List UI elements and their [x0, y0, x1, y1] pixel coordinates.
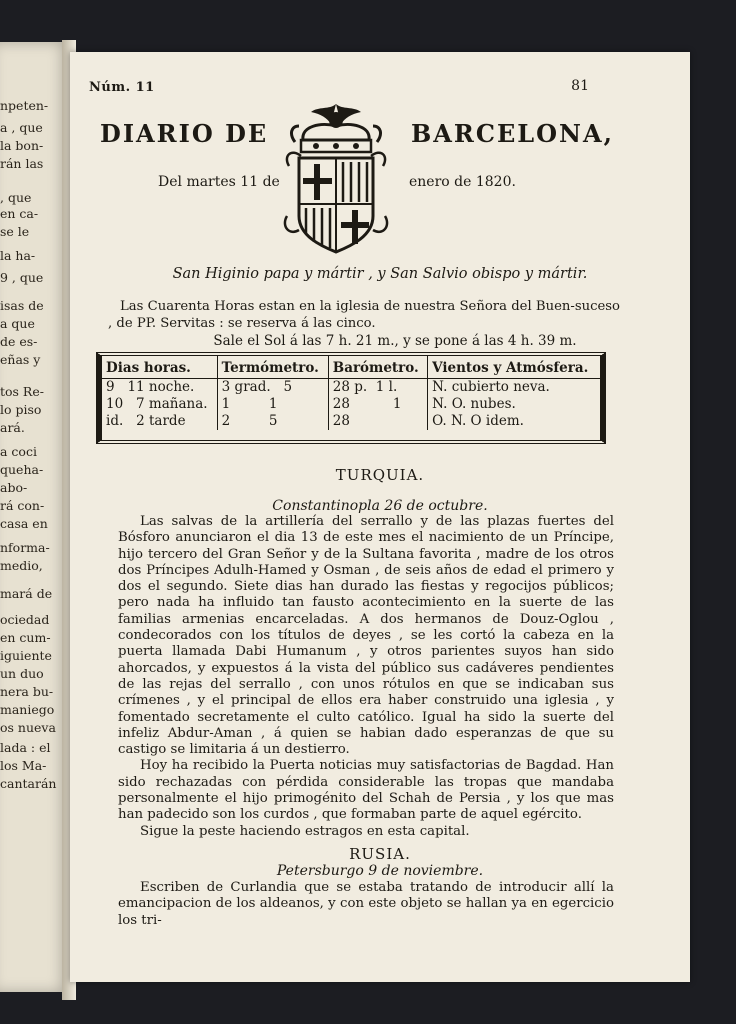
masthead-title-left: DIARIO DE — [100, 119, 269, 148]
barcelona-coat-of-arms-icon — [281, 96, 391, 256]
table-cell: id. 2 tarde — [102, 413, 217, 430]
left-page-text-fragment: os nueva — [0, 720, 56, 735]
weather-header-thermometer: Termómetro. — [217, 356, 328, 379]
left-page-text-fragment: maniego — [0, 702, 55, 717]
table-cell: 3 grad. 5 — [217, 379, 328, 397]
left-page-text-fragment: rán las — [0, 156, 44, 171]
left-page-text-fragment: nforma- — [0, 540, 50, 555]
table-cell: 2 5 — [217, 413, 328, 430]
left-page-text-fragment: lada : el — [0, 740, 51, 755]
table-row — [102, 396, 600, 413]
cuarenta-horas-notice — [108, 298, 620, 332]
table-row — [102, 413, 600, 430]
saints-of-the-day: San Higinio papa y mártir , y San Salvio obispo y mártir. — [172, 266, 588, 282]
table-cell: 9 11 noche. — [102, 379, 217, 397]
left-page-text-fragment: los Ma- — [0, 758, 47, 773]
left-page-text-fragment: lo piso — [0, 402, 42, 417]
left-page-text-fragment: medio, — [0, 558, 43, 573]
left-page-text-fragment: a , que — [0, 120, 43, 135]
left-page-text-fragment: , que — [0, 190, 32, 205]
left-page-text-fragment: casa en — [0, 516, 48, 531]
left-page-text-fragment: un duo — [0, 666, 44, 681]
left-page-text-fragment: mará de — [0, 586, 53, 601]
masthead-title-right: BARCELONA, — [411, 119, 614, 148]
issue-date-right: enero de 1820. — [409, 174, 516, 190]
dateline-constantinopla: Constantinopla 26 de octubre. — [272, 498, 488, 514]
article-paragraph: Las salvas de la artillería del serrallo y de las plazas fuertes del Bósforo anunciaron el dia 13 de este mes el nacimiento de un Príncipe, hijo tercero del Gran Señor y de la Sultana favorita , madre de los otros dos Príncipes Adulh-Hamed y Osman , de seis años de edad el primero y dos el segundo. Siete dias han durado las fiestas y regocijos públicos; pero nada ha influido tan fausto acontecimiento en la suerte de las familias armenias encarceladas. A dos hermanos de Douz-Oglou , condecorados con los títulos de deyes , se les cortó la cabeza en la puerta llamada Dabi Humanum , y otros parientes suyos han sido ahorcados, y expuestos á la vista del público sus cadáveres pendientes de las rejas del serrallo , con unos rótulos en que se indicaban sus crímenes , y el principal de ellos era haber construido una iglesia , y fomentado secretamente el culto católico. Igual ha sido la suerte del infeliz Abdur-Aman , á quien se habian dado esperanzas de que su castigo se limitaria á un destierro. — [118, 514, 614, 758]
table-cell: 1 1 — [217, 396, 328, 413]
table-cell: 28 1 — [328, 396, 427, 413]
left-page-text-fragment: cantarán — [0, 776, 57, 791]
table-row — [102, 379, 600, 397]
weather-header-days: Dias horas. — [102, 356, 217, 379]
table-cell: N. cubierto neva. — [432, 379, 550, 395]
left-page-text-fragment: iguiente — [0, 648, 52, 663]
left-page-text-fragment: a que — [0, 316, 35, 331]
newspaper-page — [70, 52, 690, 982]
page-number: 81 — [571, 78, 589, 94]
section-title-rusia: RUSIA. — [349, 845, 411, 863]
left-page-text-fragment: nera bu- — [0, 684, 54, 699]
left-page-text-fragment: queha- — [0, 462, 44, 477]
left-page-text-fragment: en cum- — [0, 630, 51, 645]
sunrise-sunset: Sale el Sol á las 7 h. 21 m., y se pone á las 4 h. 39 m. — [213, 333, 577, 349]
table-cell: 10 7 mañana. — [102, 396, 217, 413]
left-page-text-fragment: la bon- — [0, 138, 44, 153]
left-page-text-fragment: npeten- — [0, 98, 49, 113]
article-paragraph: Sigue la peste haciendo estragos en esta capital. — [140, 823, 470, 839]
table-cell: 28 p. 1 l. — [328, 379, 427, 397]
left-page-text-fragment: 9 , que — [0, 270, 44, 285]
article-paragraph: Hoy ha recibido la Puerta noticias muy satisfactorias de Bagdad. Han sido rechazadas con pérdida considerable las tropas que mandaba personalmente el hijo primogénito del Schah de Persia , y los que mas han padecido son los curdos , que formaban parte de aquel egército. — [118, 758, 614, 823]
article-rusia — [118, 880, 614, 929]
article-turquia — [118, 514, 614, 840]
left-page-text-fragment: ará. — [0, 420, 25, 435]
previous-page — [0, 42, 70, 992]
left-page-text-fragment: ociedad — [0, 612, 50, 627]
article-paragraph: Escriben de Curlandia que se estaba tratando de introducir allí la emancipacion de los aldeanos, y con este objeto se hallan ya en egercicio los tri- — [118, 880, 614, 928]
left-page-text-fragment: de es- — [0, 334, 38, 349]
left-page-text-fragment: se le — [0, 224, 30, 239]
left-page-text-fragment: isas de — [0, 298, 44, 313]
left-page-text-fragment: eñas y — [0, 352, 41, 367]
left-page-text-fragment: en ca- — [0, 206, 39, 221]
table-cell: O. N. O idem. — [432, 413, 524, 429]
left-page-text-fragment: abo- — [0, 480, 28, 495]
issue-date-left: Del martes 11 de — [158, 174, 280, 190]
issue-number: Núm. 11 — [89, 80, 155, 95]
left-page-text-fragment: rá con- — [0, 498, 45, 513]
section-title-turquia: TURQUIA. — [335, 466, 425, 484]
dateline-petersburgo: Petersburgo 9 de noviembre. — [276, 863, 484, 879]
cuarenta-horas-text: Las Cuarenta Horas estan en la iglesia de nuestra Señora del Buen-suceso , de PP. Servitas : se reserva á las cinco. — [108, 299, 620, 331]
table-cell: 28 — [328, 413, 427, 430]
table-cell: N. O. nubes. — [432, 396, 516, 412]
weather-table — [96, 352, 606, 444]
weather-header-winds: Vientos y Atmósfera. — [428, 356, 600, 379]
left-page-text-fragment: a coci — [0, 444, 37, 459]
left-page-text-fragment: la ha- — [0, 248, 36, 263]
left-page-text-fragment: tos Re- — [0, 384, 44, 399]
weather-header-barometer: Barómetro. — [328, 356, 427, 379]
